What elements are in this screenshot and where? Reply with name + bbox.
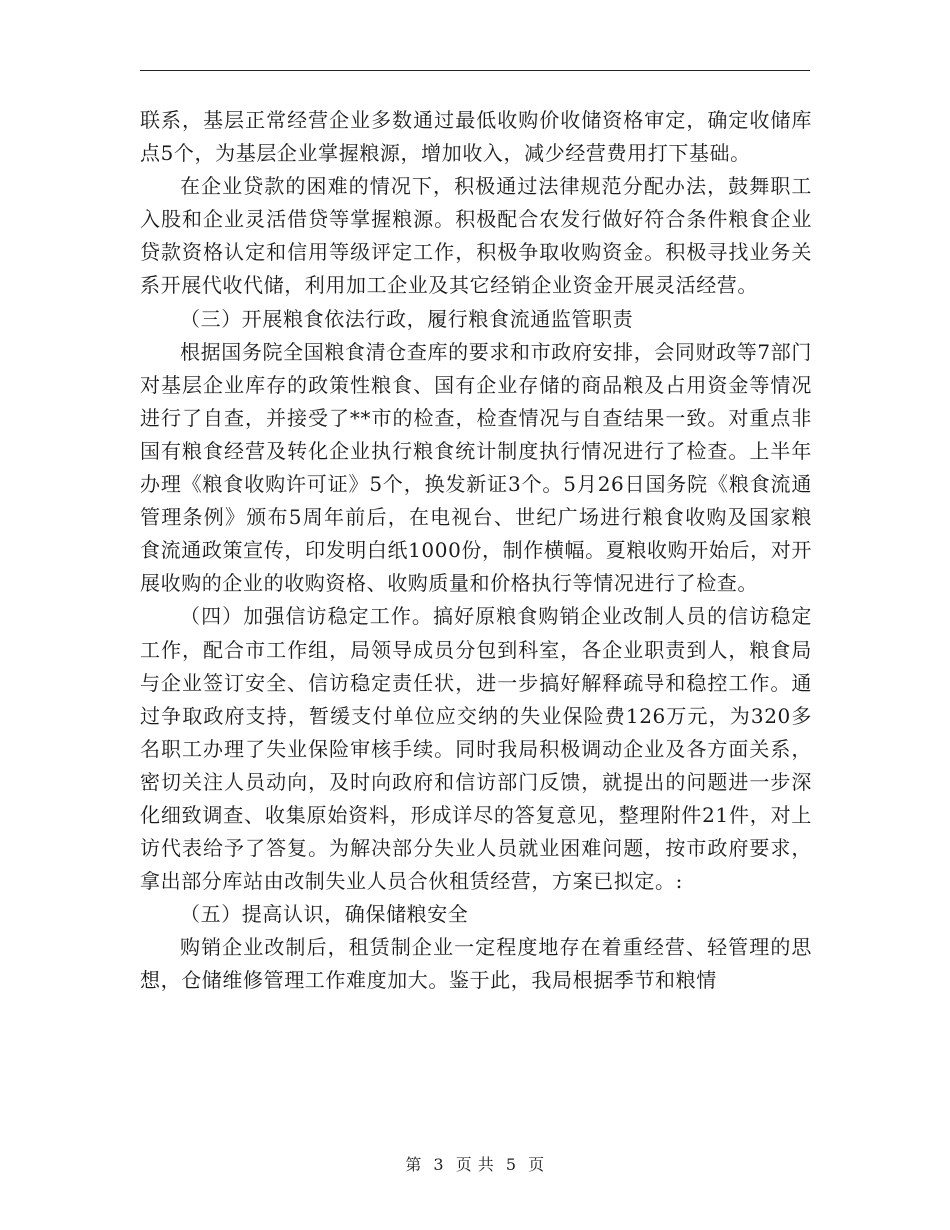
footer-current-page: 3 (433, 1155, 445, 1174)
header-rule (140, 70, 810, 71)
paragraph: 根据国务院全国粮食清仓查库的要求和市政府安排，会同财政等7部门对基层企业库存的政策性粮食、国有企业存储的商品粮及占用资金等情况进行了自查，并接受了**市的检查，检查情况与自查结果一致。对重点非国有粮食经营及转化企业执行粮食统计制度执行情况进行了检查。上半年办理《粮食收购许可证》5个，换发新证3个。5月26日国务院《粮食流通管理条例》颁布5周年前后，在电视台、世纪广场进行粮食收购及国家粮食流通政策宣传，印发明白纸1000份，制作横幅。夏粮收购开始后，对开展收购的企业的收购资格、收购质量和价格执行等情况进行了检查。 (140, 339, 812, 596)
paragraph: 购销企业改制后，租赁制企业一定程度地存在着重经营、轻管理的思想，仓储维修管理工作难度加大。鉴于此，我局根据季节和粮情 (140, 935, 812, 993)
paragraph: （四）加强信访稳定工作。搞好原粮食购销企业改制人员的信访稳定工作，配合市工作组，局领导成员分包到科室，各企业职责到人，粮食局与企业签订安全、信访稳定责任状，进一步搞好解释疏导和稳控工作。通过争取政府支持，暂缓支付单位应交纳的失业保险费126万元，为320多名职工办理了失业保险审核手续。同时我局积极调动企业及各方面关系，密切关注人员动向，及时向政府和信访部门反馈，就提出的问题进一步深化细致调查、收集原始资料，形成详尽的答复意见，整理附件21件，对上访代表给予了答复。为解决部分失业人员就业困难问题，按市政府要求，拿出部分库站由改制失业人员合伙租赁经营，方案已拟定。: (140, 604, 812, 894)
page-footer (0, 1152, 950, 1175)
paragraph: 在企业贷款的困难的情况下，积极通过法律规范分配办法，鼓舞职工入股和企业灵活借贷等掌握粮源。积极配合农发行做好符合条件粮食企业贷款资格认定和信用等级评定工作，积极争取收购资金。积极寻找业务关系开展代收代储，利用加工企业及其它经销企业资金开展灵活经营。 (140, 174, 812, 298)
footer-total-pages: 5 (505, 1155, 517, 1174)
footer-middle: 页 共 (455, 1155, 495, 1174)
section-heading: （三）开展粮食依法行政，履行粮食流通监管职责 (180, 306, 634, 331)
paragraph: 联系，基层正常经营企业多数通过最低收购价收储资格审定，确定收储库点5个，为基层企业掌握粮源，增加收入，减少经营费用打下基础。 (140, 108, 812, 166)
footer-prefix: 第 (405, 1155, 422, 1174)
body-text (140, 104, 812, 998)
section-heading: （五）提高认识，确保储粮安全 (180, 902, 469, 927)
footer-suffix: 页 (528, 1155, 545, 1174)
